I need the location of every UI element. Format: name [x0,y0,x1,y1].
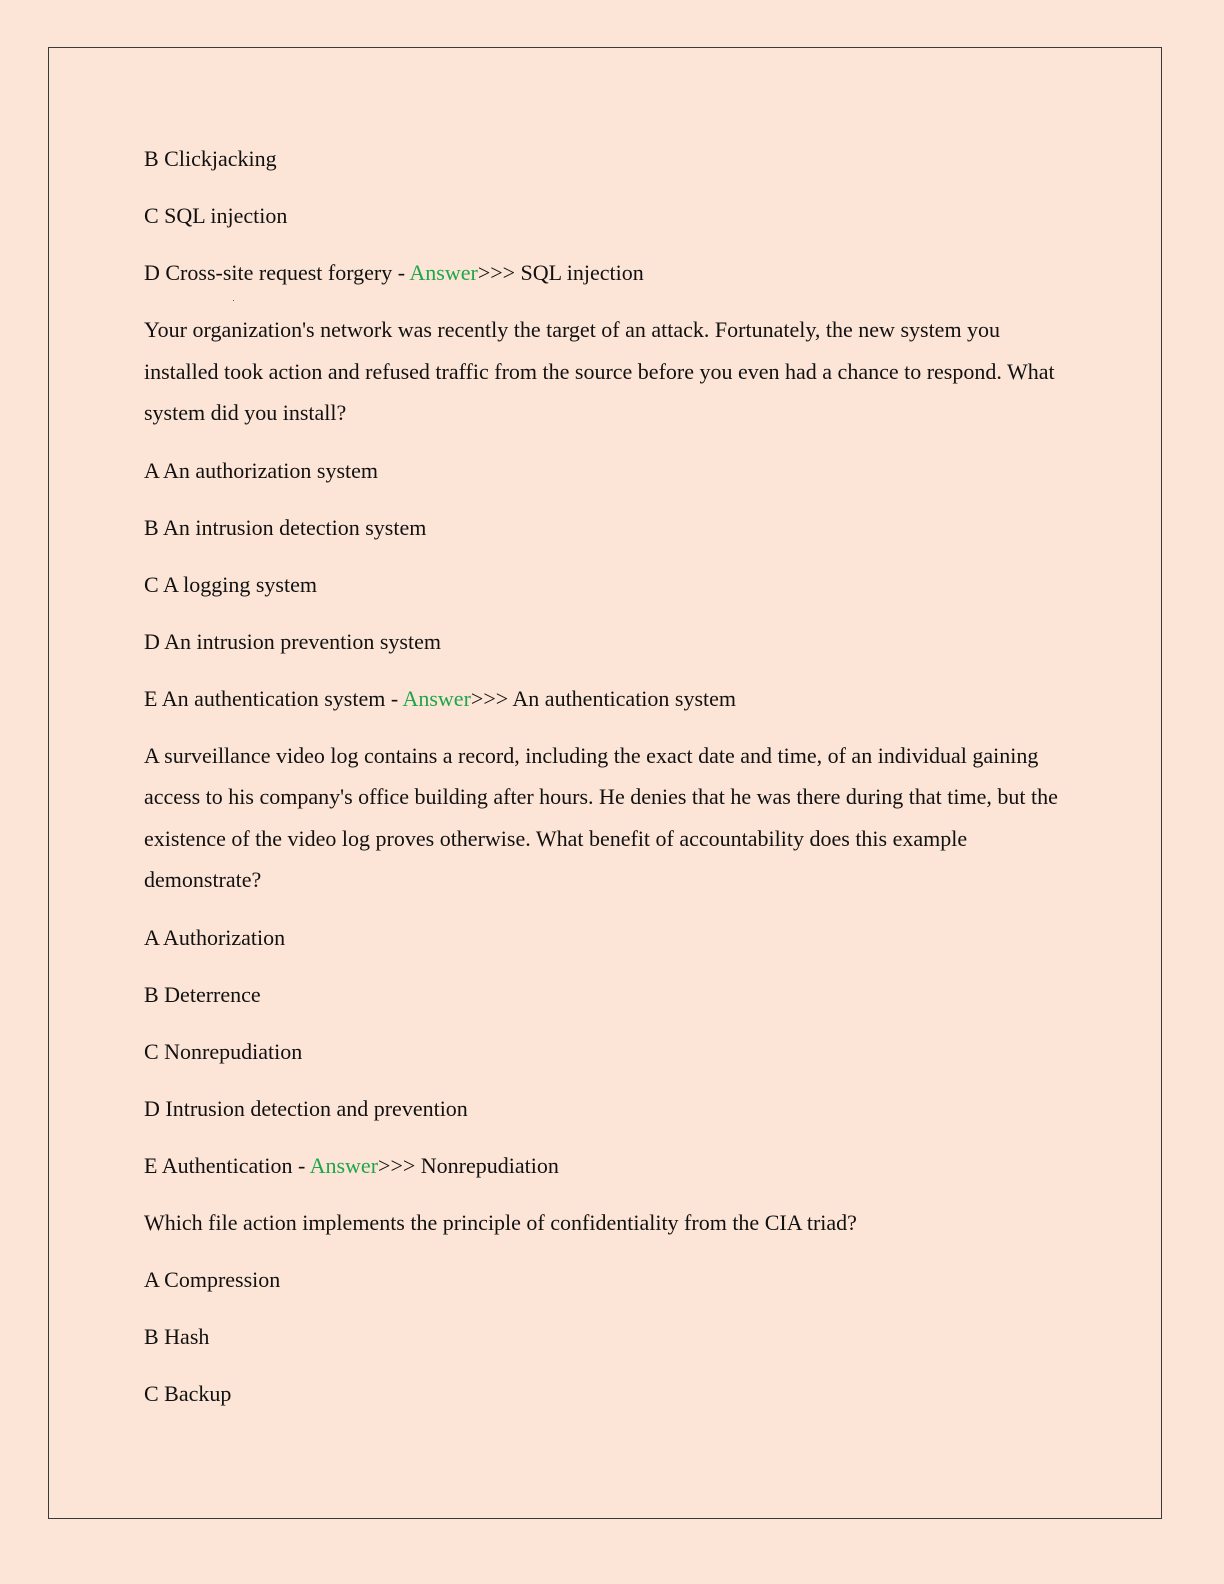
option-c-sql-injection: C SQL injection [144,203,288,228]
option-c-nonrepudiation: C Nonrepudiation [144,1038,303,1064]
option-b-clickjacking: B Clickjacking [144,146,277,171]
option-a-authorization-system: A An authorization system [144,457,379,483]
answer-word: Answer [309,1152,379,1178]
option-b-intrusion-detection: B An intrusion detection system [144,514,427,540]
option-a-compression: A Compression [144,1266,281,1292]
option-c-logging-system: C A logging system [144,571,317,597]
answer-line-suffix: >>> Nonrepudiation [378,1152,559,1178]
option-d-intrusion-prevention: D An intrusion prevention system [144,628,441,654]
answer-line-suffix: >>> An authentication system [470,685,737,711]
option-b-hash: B Hash [144,1323,210,1349]
option-a-authorization: A Authorization [144,924,286,950]
answer-line-3 [144,1145,1064,1186]
answer-line-prefix: D Cross-site request forgery - [144,260,410,285]
option-d-intrusion-detection-prevention: D Intrusion detection and prevention [144,1095,468,1121]
question-network-attack: Your organization's network was recently the target of an attack. Fortunately, the new system you installed took action and refused traffic from the source before you even had a chance to respond. What system did you install? [144,317,1055,425]
option-c-backup: C Backup [144,1380,232,1406]
option-b-deterrence: B Deterrence [144,981,261,1007]
answer-word: Answer [402,685,471,711]
answer-line-1 [144,252,1064,293]
answer-line-prefix: E An authentication system - [144,685,403,711]
answer-line-prefix: E Authentication - [144,1152,310,1178]
question-cia-triad: Which file action implements the principle of confidentiality from the CIA triad? [144,1209,857,1235]
document-body [144,138,1064,1430]
answer-line-2 [144,678,1064,719]
answer-line-suffix: >>> SQL injection [477,260,644,285]
question-surveillance-video: A surveillance video log contains a record, including the exact date and time, of an individual gaining access to his company's office building after hours. He denies that he was there during that time, but the existence of the video log proves otherwise. What benefit of accountability does this example demonstrate? [144,742,1058,892]
answer-word: Answer [409,260,478,285]
